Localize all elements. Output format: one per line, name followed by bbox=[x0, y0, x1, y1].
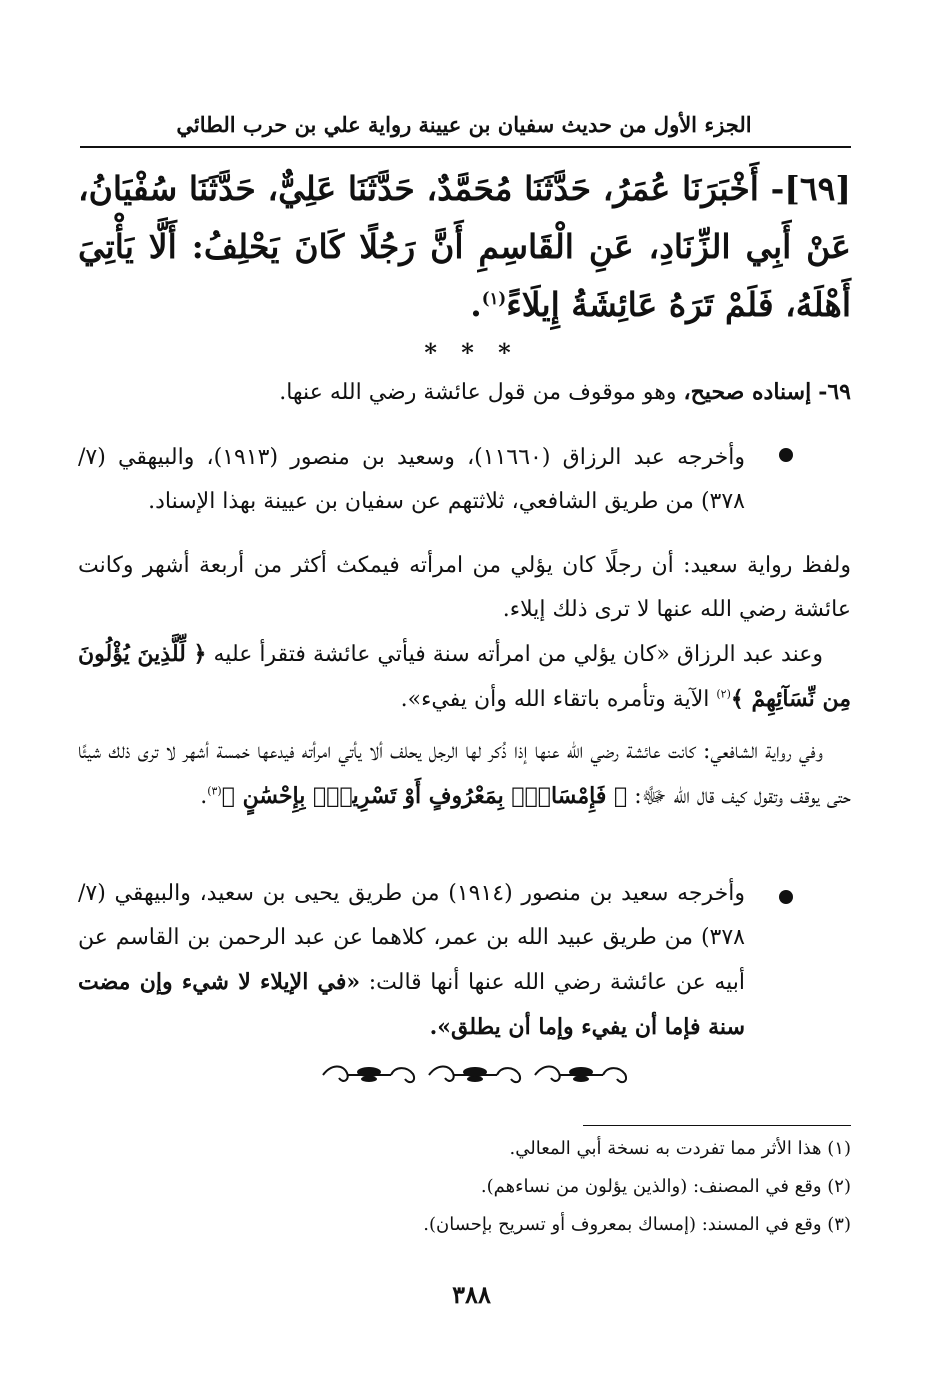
ornament-divider-icon bbox=[0, 1060, 943, 1094]
section-separator: * * * bbox=[424, 338, 519, 367]
abdurrazzaq-text: وعند عبد الرزاق «كان يؤلي من امرأته سنة فيأتي عائشة فتقرأ عليه bbox=[213, 642, 823, 667]
hadith-text-block bbox=[78, 160, 851, 334]
grading-text: وهو موقوف من قول عائشة رضي الله عنها. bbox=[279, 380, 677, 405]
abdurrazzaq-version-paragraph bbox=[78, 632, 851, 722]
abdurrazzaq-rest: الآية وتأمره باتقاء الله وأن يفيء». bbox=[400, 687, 710, 712]
footnote-ref-2: (٢) bbox=[716, 687, 731, 701]
shafii-text: وفي رواية الشافعي: كانت عائشة رضي الله عنها إذا ذُكر لها الرجل يحلف ألا يأتي امرأته فيدعها خمسة أشهر لا ترى ذلك شيئًا حتى يوقف وتقول كيف قال الله ﷻ: bbox=[78, 739, 851, 809]
footnote-3: (٣) وقع في المسند: (إمساك بمعروف أو تسريح بإحسان). bbox=[423, 1214, 851, 1235]
footnotes bbox=[78, 1130, 851, 1244]
bullet-icon bbox=[779, 890, 793, 904]
header-rule bbox=[80, 146, 851, 148]
quran-verse-2: ﴿ فَإِمْسَاكٌۢ بِمَعْرُوفٍ أَوْ تَسْرِيحٌۢ بِإِحْسَٰنٍ ﴾ bbox=[221, 783, 628, 809]
bullet-icon bbox=[779, 448, 793, 462]
shafii-end: . bbox=[200, 784, 208, 809]
page-number: ٣٨٨ bbox=[452, 1280, 491, 1309]
grading-verdict: إسناده صحيح، bbox=[683, 379, 812, 405]
quran-verse-1: ﴿ لِّلَّذِينَ يُؤْلُونَ مِن نِّسَآئِهِمْ ﴾ bbox=[78, 641, 851, 712]
footnote-2: (٢) وقع في المصنف: (والذين يؤلون من نساءهم). bbox=[480, 1176, 851, 1197]
takhrij-2-text: وأخرجه سعيد بن منصور (١٩١٤) من طريق يحيى بن سعيد، والبيهقي (٧/ ٣٧٨) من طريق عبيد الله بن عمر، كلاهما عن عبد الرحمن بن القاسم عن أبيه عن عائشة رضي الله عنها أنها قالت: bbox=[78, 881, 745, 995]
takhrij-paragraph-2 bbox=[78, 872, 745, 1050]
footnote-1: (١) هذا الأثر مما تفردت به نسخة أبي المعالي. bbox=[509, 1138, 851, 1159]
grading-number: ٦٩- bbox=[818, 379, 851, 405]
footnote-ref-3: (٣) bbox=[207, 784, 222, 798]
hadith-number: [٦٩]- bbox=[770, 169, 851, 208]
hadith-end: . bbox=[470, 285, 482, 324]
takhrij-paragraph-1: وأخرجه عبد الرزاق (١١٦٦٠)، وسعيد بن منصور (١٩١٣)، والبيهقي (٧/ ٣٧٨) من طريق الشافعي، ثلاثتهم عن سفيان بن عيينة بهذا الإسناد. bbox=[78, 445, 745, 514]
footnote-rule bbox=[583, 1125, 851, 1126]
hadith-text: أَخْبَرَنَا عُمَرُ، حَدَّثَنَا مُحَمَّدٌ، حَدَّثَنَا عَلِيٌّ، حَدَّثَنَا سُفْيَانُ، عَنْ أَبِي الزِّنَادِ، عَنِ الْقَاسِمِ أَنَّ رَجُلًا كَانَ يَحْلِفُ: أَلَّا يَأْتِيَ أَهْلَهُ، فَلَمْ تَرَهُ عَائِشَةُ إِيلَاءً bbox=[78, 169, 851, 324]
footnote-ref-1: (١) bbox=[481, 289, 507, 308]
aisha-quote: «في الإيلاء لا شيء وإن مضت سنة فإما أن يفيء وإما أن يطلق». bbox=[78, 969, 745, 1040]
running-header: الجزء الأول من حديث سفيان بن عيينة رواية علي بن حرب الطائي bbox=[176, 112, 752, 137]
grading-paragraph bbox=[78, 370, 851, 415]
shafii-version-paragraph bbox=[78, 730, 851, 819]
saeed-version-paragraph: ولفظ رواية سعيد: أن رجلًا كان يؤلي من امرأته فيمكث أكثر من أربعة أشهر وكانت عائشة رضي الله عنها لا ترى ذلك إيلاء. bbox=[78, 553, 851, 622]
